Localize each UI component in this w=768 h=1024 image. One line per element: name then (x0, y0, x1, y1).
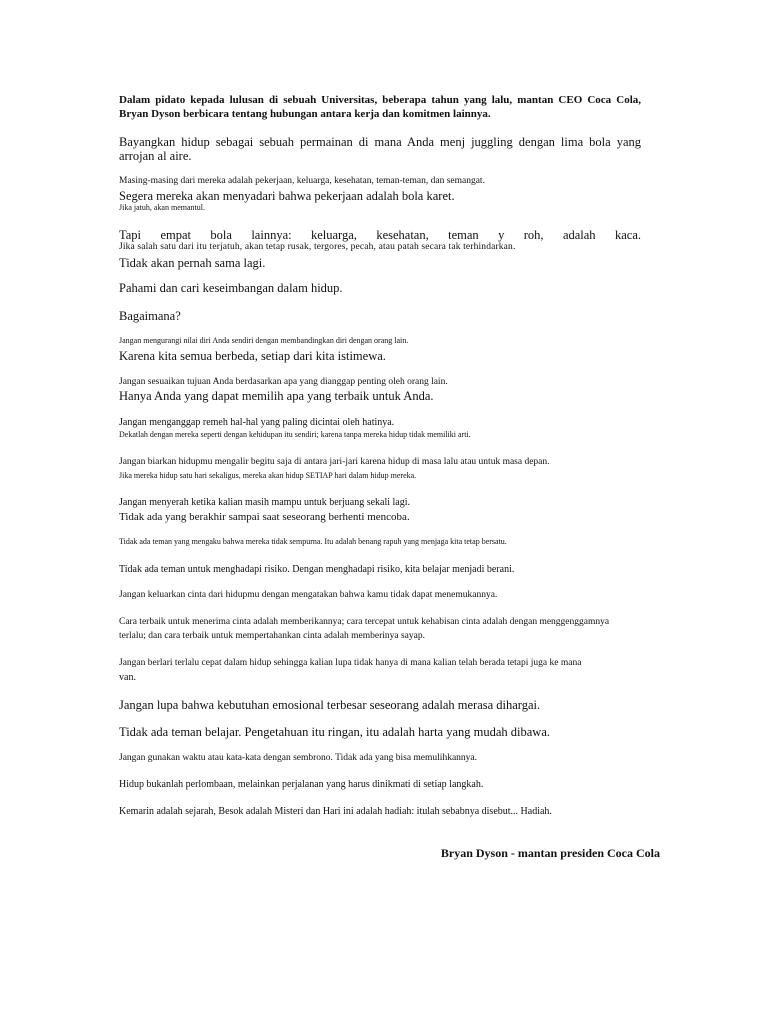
paragraph-7-line-2: Hanya Anda yang dapat memilih apa yang terbaik untuk Anda. (119, 389, 434, 403)
paragraph-6-line-1: Jangan mengurangi nilai diri Anda sendiri dengan membandingkan diri dengan orang lain. (119, 336, 409, 345)
paragraph-1-line-1: Bayangkan hidup sebagai sebuah permainan di mana Anda menj juggling dengan lima bola yang (119, 135, 641, 149)
paragraph-15-line-1: Jangan berlari terlalu cepat dalam hidup sehingga kalian lupa tidak hanya di mana kalian telah berada tetapi juga ke mana (119, 658, 582, 668)
paragraph-10-line-1: Jangan menyerah ketika kalian masih mampu untuk berjuang sekali lagi. (119, 497, 411, 508)
signature: Bryan Dyson - mantan presiden Coca Cola (440, 846, 660, 860)
paragraph-19: Hidup bukanlah perlombaan, melainkan perjalanan yang harus dinikmati di setiap langkah. (119, 779, 484, 790)
paragraph-15-line-2: van. (119, 672, 136, 683)
paragraph-11: Tidak ada teman yang mengaku bahwa mereka tidak sempurna. Itu adalah benang rapuh yang menjaga kita tetap bersatu. (119, 537, 507, 546)
paragraph-17: Tidak ada teman belajar. Pengetahuan itu ringan, itu adalah harta yang mudah dibawa. (119, 725, 550, 739)
paragraph-2-line-1: Masing-masing dari mereka adalah pekerjaan, keluarga, kesehatan, teman-teman, dan semangat. (119, 176, 485, 186)
paragraph-1-line-2: arrojan al aire. (119, 149, 192, 163)
paragraph-14-line-1: Cara terbaik untuk menerima cinta adalah memberikannya; cara tercepat untuk kehabisan cinta adalah dengan menggenggamnya (119, 617, 610, 627)
paragraph-14-line-2: terlalu; dan cara terbaik untuk mempertahankan cinta adalah memberinya sayap. (119, 631, 425, 641)
paragraph-3-line-2: Jika salah satu dari itu terjatuh, akan tetap rusak, tergores, pecah, atau patah secara tak terhindarkan. (119, 242, 516, 252)
paragraph-2-line-2: Segera mereka akan menyadari bahwa pekerjaan adalah bola karet. (119, 189, 455, 203)
paragraph-6-line-2: Karena kita semua berbeda, setiap dari kita istimewa. (119, 349, 386, 363)
paragraph-9-line-1: Jangan biarkan hidupmu mengalir begitu saja di antara jari-jari karena hidup di masa lalu atau untuk masa depan. (119, 457, 550, 467)
paragraph-4: Pahami dan cari keseimbangan dalam hidup. (119, 281, 343, 295)
paragraph-3-line-1: Tapi empat bola lainnya: keluarga, kesehatan, teman y roh, adalah kaca. (119, 228, 641, 242)
paragraph-10-line-2: Tidak ada yang berakhir sampai saat seseorang berhenti mencoba. (119, 511, 410, 523)
paragraph-13: Jangan keluarkan cinta dari hidupmu dengan mengatakan bahwa kamu tidak dapat menemukannya. (119, 590, 498, 600)
paragraph-5: Bagaimana? (119, 309, 181, 323)
paragraph-12: Tidak ada teman untuk menghadapi risiko. Dengan menghadapi risiko, kita belajar menjadi berani. (119, 564, 515, 575)
paragraph-16: Jangan lupa bahwa kebutuhan emosional terbesar seseorang adalah merasa dihargai. (119, 698, 541, 712)
paragraph-8-line-2: Dekatlah dengan mereka seperti dengan kehidupan itu sendiri; karena tanpa mereka hidup tidak memiliki arti. (119, 430, 471, 439)
paragraph-8-line-1: Jangan menganggap remeh hal-hal yang paling dicintai oleh hatinya. (119, 417, 395, 428)
paragraph-2-line-3: Jika jatuh, akan memantul. (119, 203, 205, 212)
paragraph-9-line-2: Jika mereka hidup satu hari sekaligus, mereka akan hidup SETIAP hari dalam hidup mereka. (119, 471, 417, 480)
paragraph-18: Jangan gunakan waktu atau kata-kata dengan sembrono. Tidak ada yang bisa memulihkannya. (119, 753, 477, 763)
intro-line-1: Dalam pidato kepada lulusan di sebuah Universitas, beberapa tahun yang lalu, mantan CEO Coca Cola, (119, 94, 641, 106)
intro-line-2: Bryan Dyson berbicara tentang hubungan antara kerja dan komitmen lainnya. (119, 108, 491, 120)
paragraph-3-line-3: Tidak akan pernah sama lagi. (119, 256, 266, 270)
paragraph-7-line-1: Jangan sesuaikan tujuan Anda berdasarkan apa yang dianggap penting oleh orang lain. (119, 377, 448, 387)
paragraph-20: Kemarin adalah sejarah, Besok adalah Misteri dan Hari ini adalah hadiah: itulah sebabnya disebut... Hadiah. (119, 806, 552, 817)
